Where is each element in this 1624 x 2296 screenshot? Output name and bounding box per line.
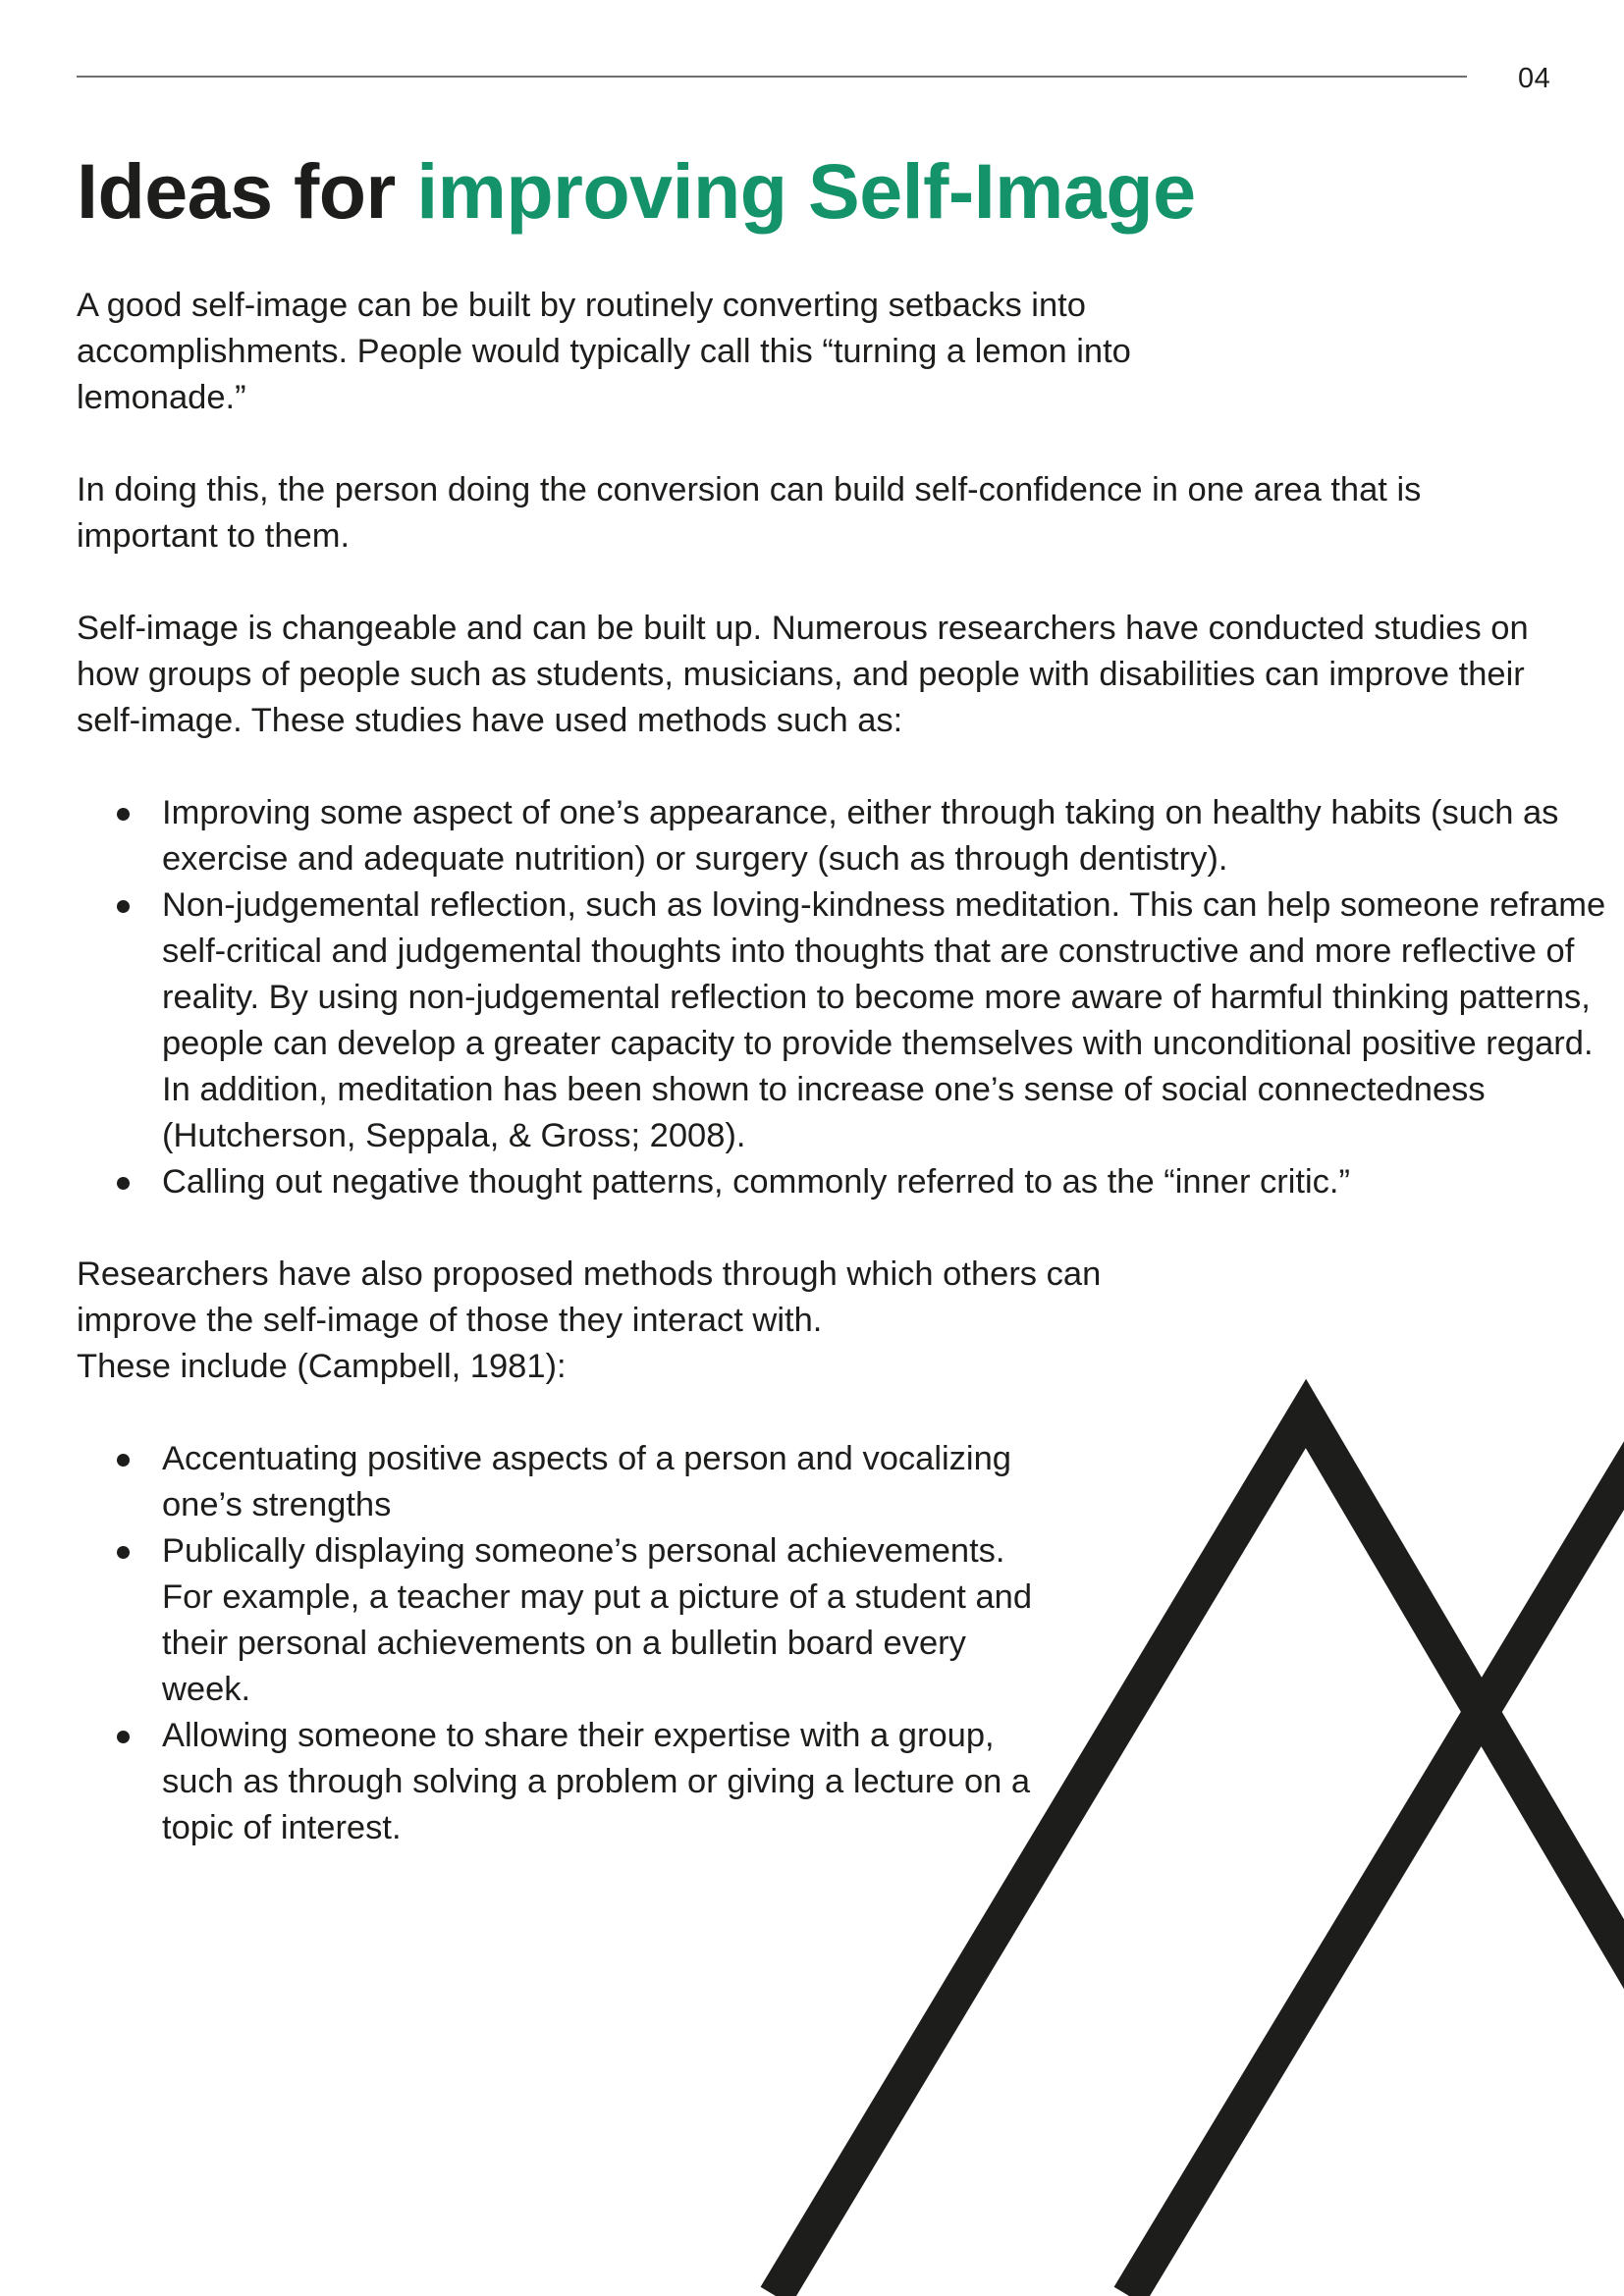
paragraph-conversion: In doing this, the person doing the conversion can build self-confidence in one area that is important to them. xyxy=(77,471,1422,555)
body-content xyxy=(77,283,1606,1851)
paragraph-changeable: Self-image is changeable and can be built up. Numerous researchers have conducted studies on how groups of people such as students, musicians, and people with disabilities can improve their self-image. These studies have used methods such as: xyxy=(77,610,1529,739)
title-lead: Ideas for xyxy=(77,147,417,235)
title-accent: improving Self-Image xyxy=(416,147,1196,235)
list-item: Calling out negative thought patterns, commonly referred to as the “inner critic.” xyxy=(162,1159,1615,1205)
list-item: Non-judgemental reflection, such as loving-kindness meditation. This can help someone reframe self-critical and judgemental thoughts into thoughts that are constructive and more reflective of reality. By using non-judgemental reflection to become more aware of harmful thinking patterns, people can develop a greater capacity to provide themselves with unconditional positive regard. In addition, meditation has been shown to increase one’s sense of social connectedness (Hutcherson, Seppala, & Gross; 2008). xyxy=(162,882,1615,1159)
page-number: 04 xyxy=(1518,63,1551,94)
list-item: Accentuating positive aspects of a person and vocalizing one’s strengths xyxy=(162,1436,1046,1528)
others-list xyxy=(77,1436,1046,1851)
others-citation: These include (Campbell, 1981): xyxy=(77,1348,567,1385)
paragraph-intro: A good self-image can be built by routinely converting setbacks into accomplishments. People would typically call this “turning a lemon into lemonade.” xyxy=(77,287,1131,416)
others-intro: Researchers have also proposed methods through which others can improve the self-image of those they interact with. xyxy=(77,1255,1102,1339)
methods-list xyxy=(77,790,1615,1205)
list-item: Publically displaying someone’s personal achievements. For example, a teacher may put a picture of a student and their personal achievements on a bulletin board every week. xyxy=(162,1528,1046,1713)
list-item: Allowing someone to share their expertise with a group, such as through solving a problem or giving a lecture on a topic of interest. xyxy=(162,1713,1046,1851)
paragraph-others xyxy=(77,1252,1196,1390)
list-item: Improving some aspect of one’s appearance, either through taking on healthy habits (such as exercise and adequate nutrition) or surgery (such as through dentistry). xyxy=(162,790,1615,882)
